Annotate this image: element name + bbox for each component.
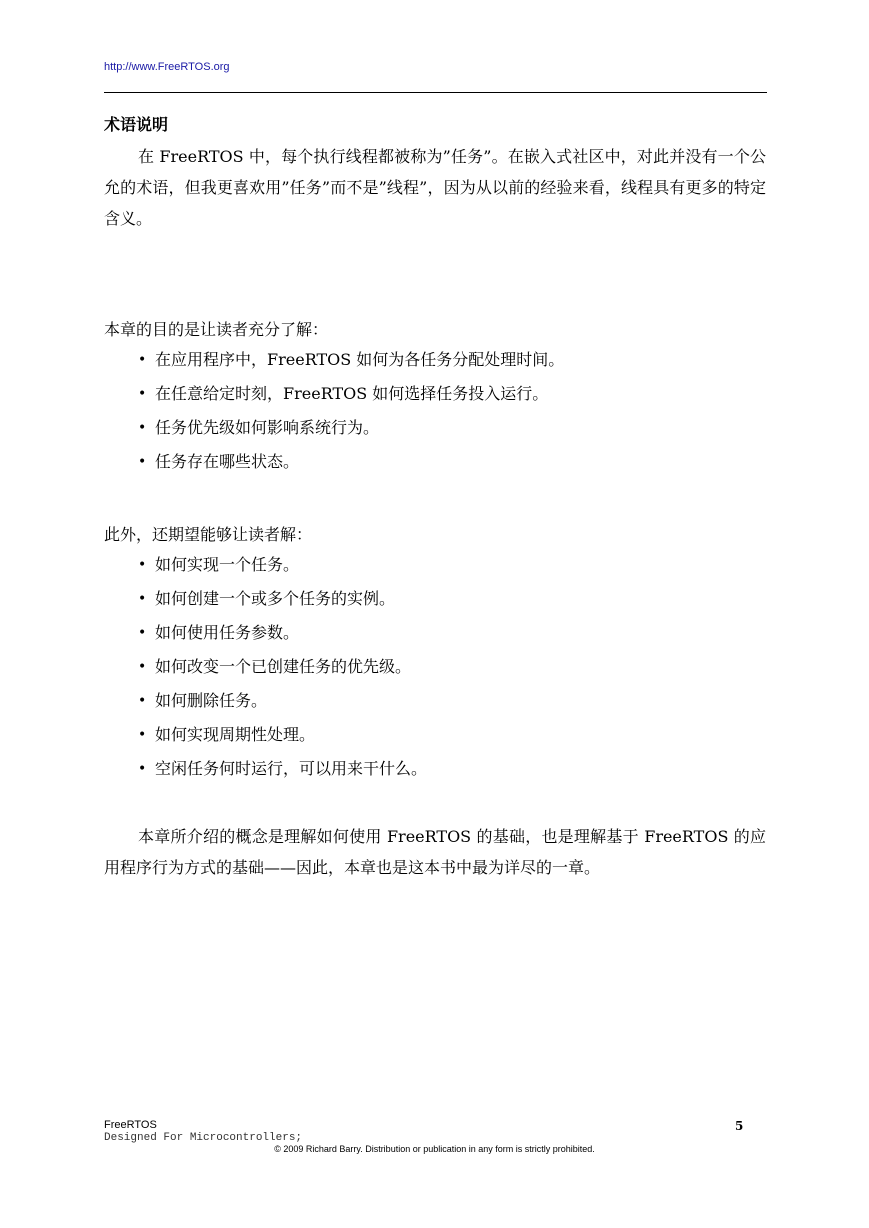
list-item: • 任务存在哪些状态。 (0, 445, 564, 479)
footer-brand: FreeRTOS (104, 1119, 157, 1131)
footer-copyright: © 2009 Richard Barry. Distribution or publication in any form is strictly prohibited. (274, 1144, 595, 1154)
list-item: • 任务优先级如何影响系统行为。 (0, 411, 564, 445)
bullet-icon: • (138, 693, 147, 709)
list-item: • 如何使用任务参数。 (0, 616, 427, 650)
bullet-icon: • (138, 420, 147, 436)
list-item: • 如何删除任务。 (0, 684, 427, 718)
bullet-icon: • (138, 659, 147, 675)
terminology-paragraph: 在 FreeRTOS 中，每个执行线程都被称为”任务”。在嵌入式社区中，对此并没有一个公允的术语，但我更喜欢用”任务”而不是”线程”，因为从以前的经验来看，线程具有更多的特定含义。 (104, 147, 766, 228)
list-item: • 如何创建一个或多个任务的实例。 (0, 582, 427, 616)
bullet-icon: • (138, 454, 147, 470)
header-divider (104, 92, 767, 93)
footer-tagline: Designed For Microcontrollers; (104, 1132, 303, 1144)
bullet-icon: • (138, 386, 147, 402)
list-item: • 在任意给定时刻，FreeRTOS 如何选择任务投入运行。 (0, 377, 564, 411)
bullet-icon: • (138, 591, 147, 607)
goals-intro: 本章的目的是让读者充分了解： (104, 320, 329, 339)
additional-intro: 此外，还期望能够让读者解： (104, 525, 313, 544)
list-item: • 如何实现周期性处理。 (0, 718, 427, 752)
bullet-icon: • (138, 557, 147, 573)
bullet-icon: • (138, 352, 147, 368)
page-number: 5 (735, 1119, 744, 1133)
bullet-icon: • (138, 761, 147, 777)
header-url-link[interactable]: http://www.FreeRTOS.org (104, 61, 230, 73)
list-item: • 如何改变一个已创建任务的优先级。 (0, 650, 427, 684)
bullet-icon: • (138, 727, 147, 743)
list-item: • 如何实现一个任务。 (0, 548, 427, 582)
closing-paragraph: 本章所介绍的概念是理解如何使用 FreeRTOS 的基础，也是理解基于 FreeRTOS 的应用程序行为方式的基础——因此，本章也是这本书中最为详尽的一章。 (104, 827, 766, 877)
goals-list (0, 343, 564, 479)
list-item: • 在应用程序中，FreeRTOS 如何为各任务分配处理时间。 (0, 343, 564, 377)
list-item: • 空闲任务何时运行，可以用来干什么。 (0, 752, 427, 786)
additional-list (0, 548, 427, 786)
section-title: 术语说明 (104, 115, 169, 134)
bullet-icon: • (138, 625, 147, 641)
